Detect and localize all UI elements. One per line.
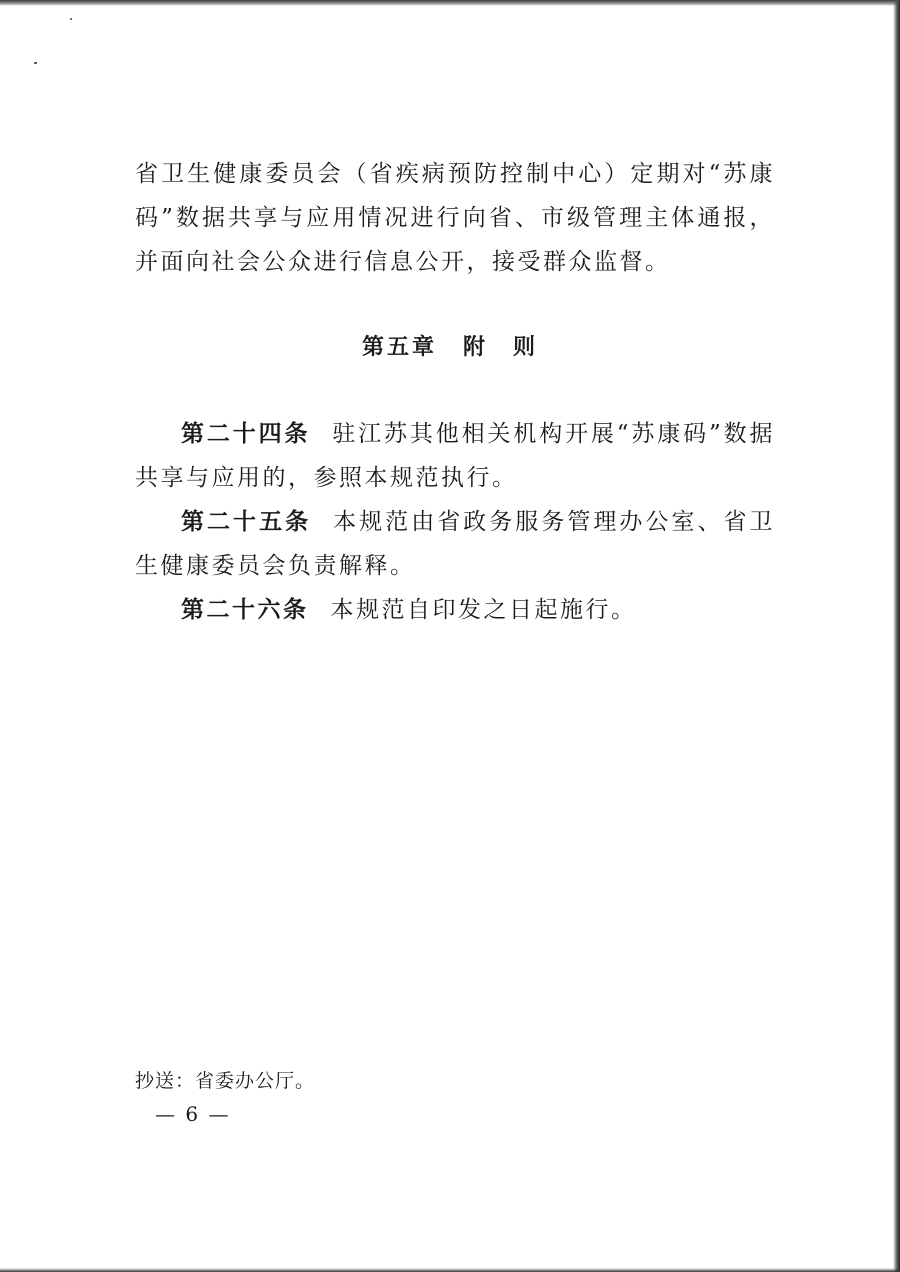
scan-speck [70,18,72,20]
article-number: 第二十六条 [181,597,309,623]
article-text: 本规范自印发之日起施行。 [330,597,637,623]
cc-line: 抄送：省委办公厅。 [135,1070,316,1092]
article-number: 第二十五条 [181,509,312,535]
article-25 [135,500,775,588]
scan-edge-top [0,0,900,6]
chapter-heading [0,330,900,361]
article-text: 驻江苏其他相关机构开展“苏康码”数据共享与应用的，参照本规范执行。 [135,421,775,491]
continuation-paragraph: 省卫生健康委员会（省疾病预防控制中心）定期对“苏康码”数据共享与应用情况进行向省、市级管理主体通报，并面向社会公众进行信息公开，接受群众监督。 [135,161,775,275]
chapter-title: 附 则 [463,335,539,360]
chapter-number: 第五章 [361,335,437,360]
scan-edge-bottom [0,1268,900,1272]
article-number: 第二十四条 [181,421,311,447]
scan-speck [34,62,37,64]
article-text: 本规范由省政务服务管理办公室、省卫生健康委员会负责解释。 [135,509,776,579]
page-number: — 6 — [155,1102,231,1126]
article-26 [135,588,775,632]
scan-edge-right [893,0,900,1272]
article-24 [135,412,775,500]
